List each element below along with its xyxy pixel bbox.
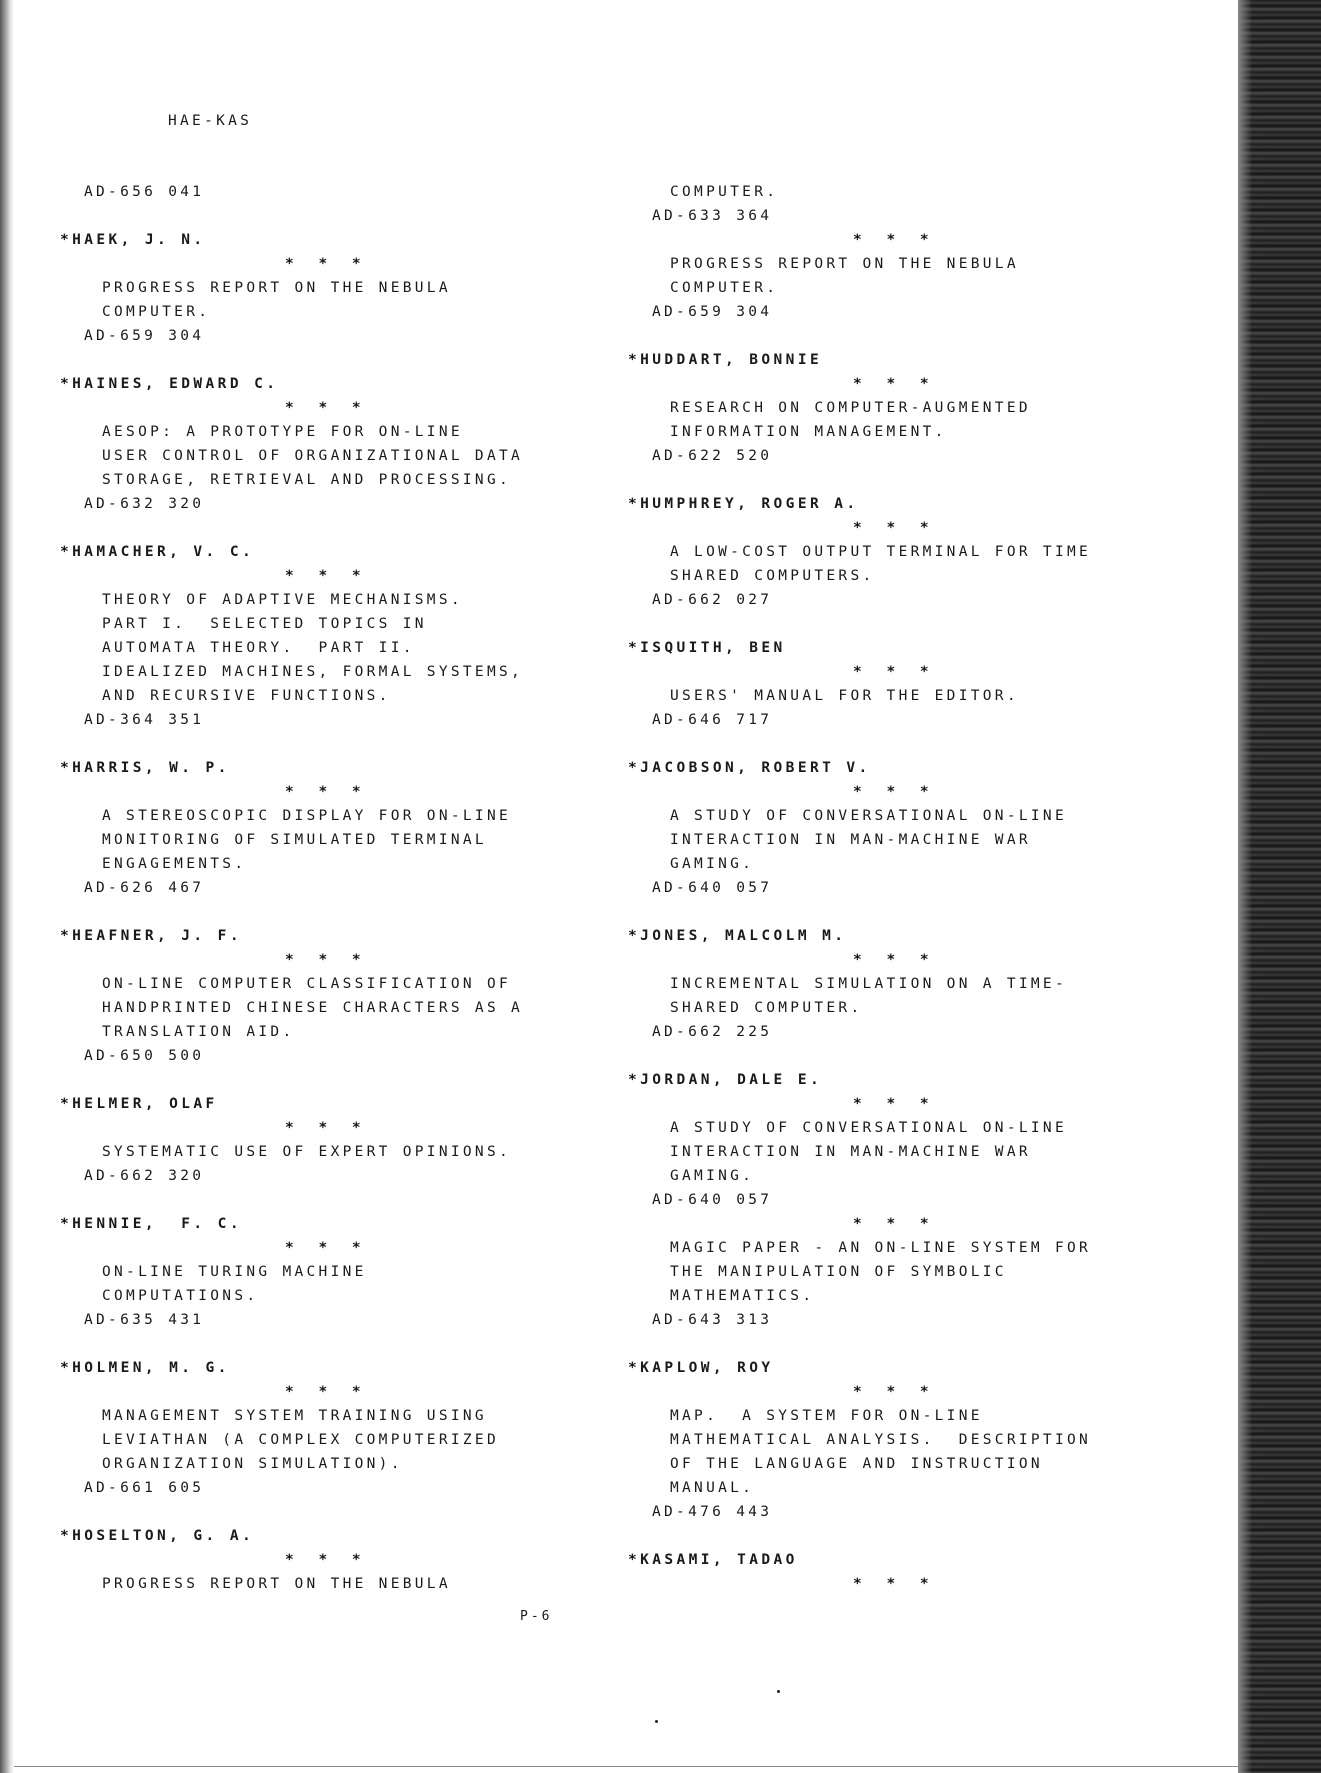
entry-stars-separator: * * *: [853, 952, 937, 968]
entry-title-line: A STEREOSCOPIC DISPLAY FOR ON-LINE: [102, 808, 512, 824]
entry-title-line: STORAGE, RETRIEVAL AND PROCESSING.: [102, 472, 512, 488]
entry-author-name: *KAPLOW, ROY: [628, 1360, 774, 1376]
entry-title-line: PART I. SELECTED TOPICS IN: [102, 616, 427, 632]
entry-title-line: AUTOMATA THEORY. PART II.: [102, 640, 415, 656]
entry-title-line: SYSTEMATIC USE OF EXPERT OPINIONS.: [102, 1144, 512, 1160]
entry-author-name: *HENNIE, F. C.: [60, 1216, 242, 1232]
scan-speck: [655, 1720, 658, 1723]
entry-title-line: MAP. A SYSTEM FOR ON-LINE: [670, 1408, 983, 1424]
page-header: HAE-KAS: [168, 113, 253, 129]
entry-ad-number: AD-659 304: [84, 328, 205, 344]
entry-stars-separator: * * *: [285, 1384, 369, 1400]
entry-title-line: IDEALIZED MACHINES, FORMAL SYSTEMS,: [102, 664, 524, 680]
entry-ad-number: AD-626 467: [84, 880, 205, 896]
entry-title-line: HANDPRINTED CHINESE CHARACTERS AS A: [102, 1000, 524, 1016]
entry-stars-separator: * * *: [853, 1384, 937, 1400]
entry-title-line: USERS' MANUAL FOR THE EDITOR.: [670, 688, 1019, 704]
entry-author-name: *HEAFNER, J. F.: [60, 928, 242, 944]
entry-stars-separator: * * *: [853, 376, 937, 392]
scan-bottom-edge: [14, 1766, 1238, 1767]
entry-stars-separator: * * *: [285, 256, 369, 272]
entry-title-line: SHARED COMPUTER.: [670, 1000, 863, 1016]
entry-title-line: COMPUTER.: [102, 304, 211, 320]
entry-title-line: THEORY OF ADAPTIVE MECHANISMS.: [102, 592, 463, 608]
entry-title-line: A LOW-COST OUTPUT TERMINAL FOR TIME: [670, 544, 1092, 560]
entry-title-line: PROGRESS REPORT ON THE NEBULA: [102, 1576, 451, 1592]
entry-ad-number: AD-643 313: [652, 1312, 773, 1328]
entry-ad-number: AD-364 351: [84, 712, 205, 728]
entry-ad-number: AD-662 225: [652, 1024, 773, 1040]
entry-title-line: INTERACTION IN MAN-MACHINE WAR: [670, 832, 1031, 848]
entry-title-line: ORGANIZATION SIMULATION).: [102, 1456, 403, 1472]
entry-title-line: A STUDY OF CONVERSATIONAL ON-LINE: [670, 808, 1067, 824]
entry-title-line: AND RECURSIVE FUNCTIONS.: [102, 688, 391, 704]
entry-ad-number: AD-633 364: [652, 208, 773, 224]
entry-ad-number: AD-662 027: [652, 592, 773, 608]
entry-stars-separator: * * *: [285, 400, 369, 416]
entry-ad-number: AD-656 041: [84, 184, 205, 200]
entry-ad-number: AD-646 717: [652, 712, 773, 728]
entry-title-line: GAMING.: [670, 1168, 755, 1184]
entry-author-name: *HUMPHREY, ROGER A.: [628, 496, 859, 512]
entry-stars-separator: * * *: [285, 1240, 369, 1256]
entry-stars-separator: * * *: [853, 664, 937, 680]
entry-author-name: *HAEK, J. N.: [60, 232, 206, 248]
entry-ad-number: AD-476 443: [652, 1504, 773, 1520]
entry-title-line: MANUAL.: [670, 1480, 755, 1496]
entry-author-name: *HUDDART, BONNIE: [628, 352, 823, 368]
entry-ad-number: AD-632 320: [84, 496, 205, 512]
scan-speck: [777, 1690, 780, 1693]
entry-title-line: ON-LINE COMPUTER CLASSIFICATION OF: [102, 976, 512, 992]
entry-title-line: ON-LINE TURING MACHINE: [102, 1264, 367, 1280]
entry-stars-separator: * * *: [285, 1552, 369, 1568]
entry-stars-separator: * * *: [853, 520, 937, 536]
page-number: P-6: [520, 1609, 553, 1624]
entry-title-line: MANAGEMENT SYSTEM TRAINING USING: [102, 1408, 487, 1424]
entry-author-name: *HELMER, OLAF: [60, 1096, 218, 1112]
entry-stars-separator: * * *: [853, 784, 937, 800]
entry-author-name: *JACOBSON, ROBERT V.: [628, 760, 871, 776]
entry-ad-number: AD-640 057: [652, 1192, 773, 1208]
entry-title-line: PROGRESS REPORT ON THE NEBULA: [670, 256, 1019, 272]
entry-stars-separator: * * *: [853, 1216, 937, 1232]
entry-author-name: *JORDAN, DALE E.: [628, 1072, 823, 1088]
entry-ad-number: AD-635 431: [84, 1312, 205, 1328]
entry-author-name: *HARRIS, W. P.: [60, 760, 230, 776]
entry-author-name: *JONES, MALCOLM M.: [628, 928, 847, 944]
entry-author-name: *HOSELTON, G. A.: [60, 1528, 255, 1544]
entry-author-name: *HAMACHER, V. C.: [60, 544, 255, 560]
entry-title-line: MATHEMATICAL ANALYSIS. DESCRIPTION: [670, 1432, 1092, 1448]
entry-title-line: A STUDY OF CONVERSATIONAL ON-LINE: [670, 1120, 1067, 1136]
entry-title-line: TRANSLATION AID.: [102, 1024, 295, 1040]
entry-stars-separator: * * *: [285, 952, 369, 968]
entry-title-line: SHARED COMPUTERS.: [670, 568, 875, 584]
entry-ad-number: AD-659 304: [652, 304, 773, 320]
entry-stars-separator: * * *: [285, 568, 369, 584]
entry-title-line: AESOP: A PROTOTYPE FOR ON-LINE: [102, 424, 463, 440]
entry-title-line: ENGAGEMENTS.: [102, 856, 247, 872]
entry-title-line: LEVIATHAN (A COMPLEX COMPUTERIZED: [102, 1432, 499, 1448]
entry-ad-number: AD-622 520: [652, 448, 773, 464]
entry-title-line: MONITORING OF SIMULATED TERMINAL: [102, 832, 487, 848]
entry-stars-separator: * * *: [853, 1576, 937, 1592]
entry-title-line: MATHEMATICS.: [670, 1288, 815, 1304]
scan-right-edge: [1238, 0, 1321, 1773]
entry-ad-number: AD-662 320: [84, 1168, 205, 1184]
entry-title-line: PROGRESS REPORT ON THE NEBULA: [102, 280, 451, 296]
entry-title-line: THE MANIPULATION OF SYMBOLIC: [670, 1264, 1007, 1280]
entry-title-line: INFORMATION MANAGEMENT.: [670, 424, 947, 440]
entry-author-name: *HOLMEN, M. G.: [60, 1360, 230, 1376]
entry-title-line: GAMING.: [670, 856, 755, 872]
entry-stars-separator: * * *: [285, 1120, 369, 1136]
entry-stars-separator: * * *: [285, 784, 369, 800]
entry-ad-number: AD-661 605: [84, 1480, 205, 1496]
entry-title-line: MAGIC PAPER - AN ON-LINE SYSTEM FOR: [670, 1240, 1092, 1256]
entry-author-name: *KASAMI, TADAO: [628, 1552, 798, 1568]
scan-left-edge: [0, 0, 14, 1773]
entry-title-line: OF THE LANGUAGE AND INSTRUCTION: [670, 1456, 1043, 1472]
entry-stars-separator: * * *: [853, 1096, 937, 1112]
entry-title-line: INCREMENTAL SIMULATION ON A TIME-: [670, 976, 1067, 992]
entry-title-line: COMPUTER.: [670, 184, 779, 200]
entry-title-line: RESEARCH ON COMPUTER-AUGMENTED: [670, 400, 1031, 416]
entry-title-line: COMPUTATIONS.: [102, 1288, 259, 1304]
entry-ad-number: AD-650 500: [84, 1048, 205, 1064]
entry-title-line: USER CONTROL OF ORGANIZATIONAL DATA: [102, 448, 524, 464]
entry-stars-separator: * * *: [853, 232, 937, 248]
entry-title-line: COMPUTER.: [670, 280, 779, 296]
entry-title-line: INTERACTION IN MAN-MACHINE WAR: [670, 1144, 1031, 1160]
entry-ad-number: AD-640 057: [652, 880, 773, 896]
entry-author-name: *ISQUITH, BEN: [628, 640, 786, 656]
entry-author-name: *HAINES, EDWARD C.: [60, 376, 279, 392]
